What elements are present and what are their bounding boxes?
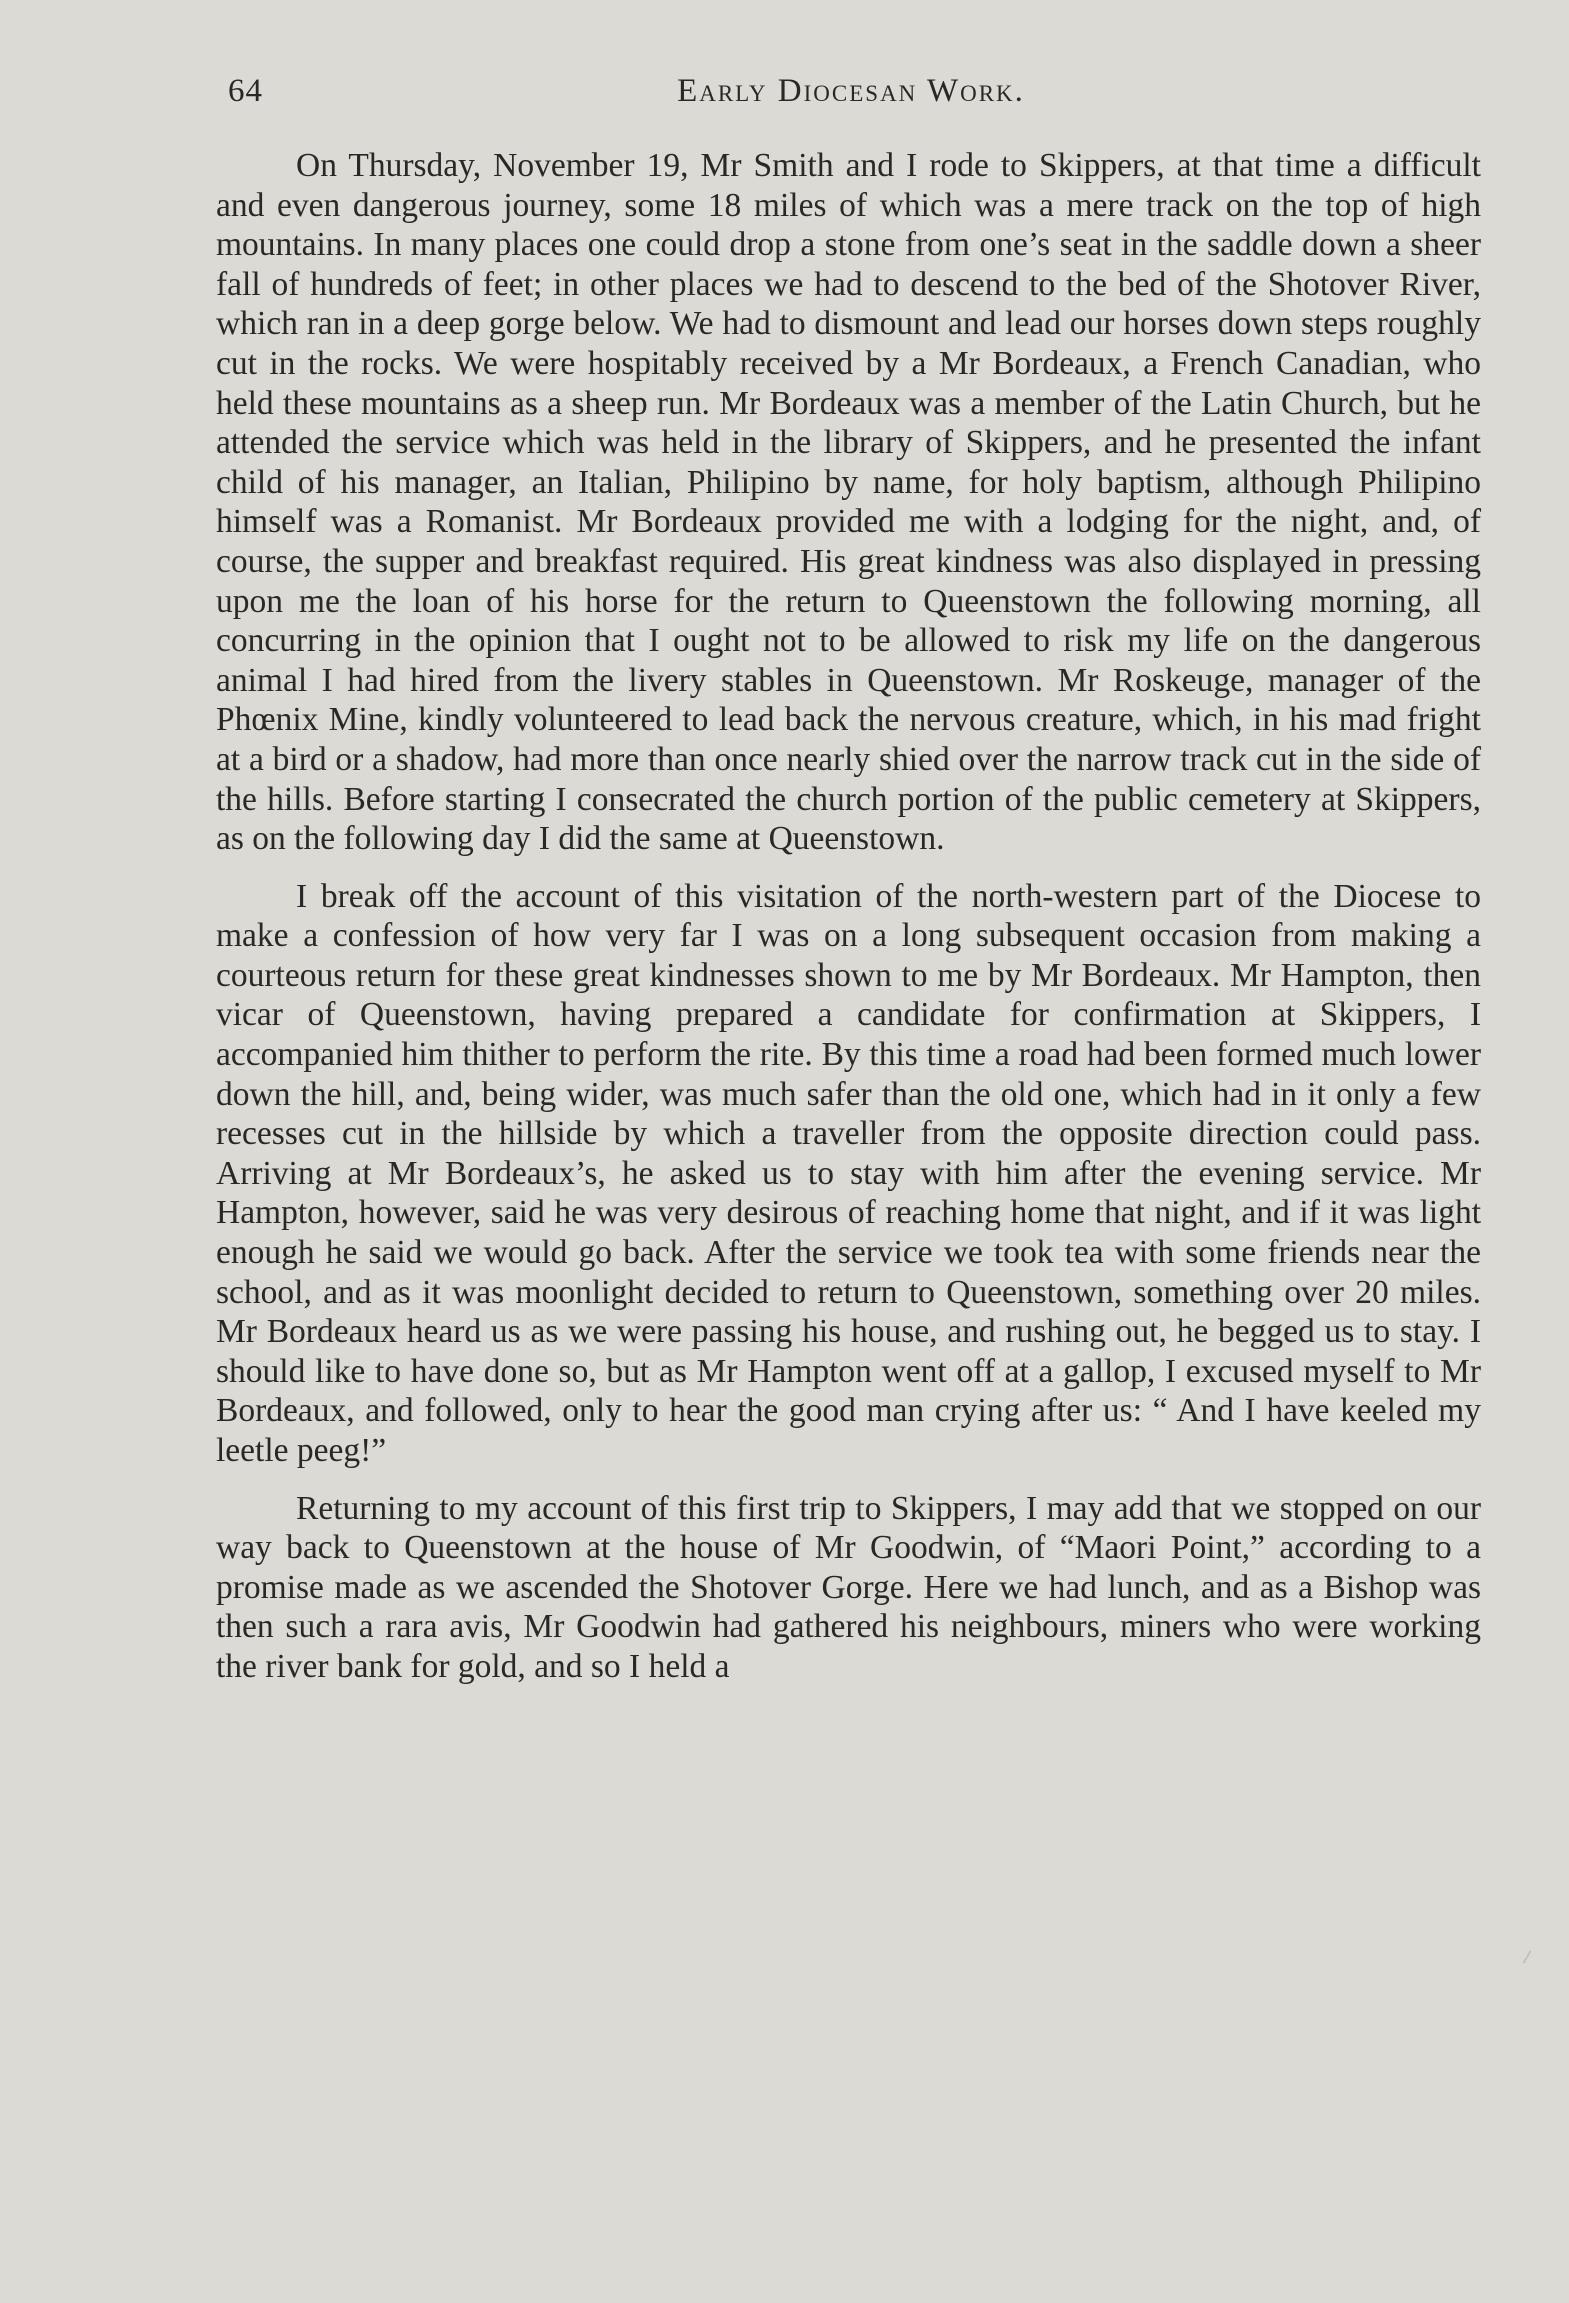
paragraph-maori-point: Returning to my account of this first trip to Skippers, I may add that we stopped on our way back to Queenstown at the house of Mr Goodwin, of “Maori Point,” according to a promise made as we ascended the Shotover Gorge. Here we had lunch, and as a Bishop was then such a rara avis, Mr Goodwin had gathered his neighbours, miners who were working the river bank for gold, and so I held a bbox=[216, 1489, 1481, 1685]
page-header bbox=[216, 68, 1486, 114]
margin-mark bbox=[1523, 1950, 1532, 1963]
body-text bbox=[216, 146, 1481, 1687]
paragraph-bordeaux-confession: I break off the account of this visitation of the north-western part of the Diocese to make a confession of how very far I was on a long subsequent occasion from making a courteous return for these great kindnesses shown to me by Mr Bordeaux. Mr Hampton, then vicar of Queenstown, having prepared a candidate for confirmation at Skippers, I accompanied him thither to perform the rite. By this time a road had been formed much lower down the hill, and, being wider, was much safer than the old one, which had in it only a few recesses cut in the hillside by which a traveller from the opposite direction could pass. Arriving at Mr Bordeaux’s, he asked us to stay with him after the evening service. Mr Hampton, however, said he was very desirous of reaching home that night, and if it was light enough he said we would go back. After the service we took tea with some friends near the school, and as it was moonlight decided to return to Queenstown, something over 20 miles. Mr Bordeaux heard us as we were passing his house, and rushing out, he begged us to stay. I should like to have done so, but as Mr Hampton went off at a gallop, I excused myself to Mr Bordeaux, and followed, only to hear the good man crying after us: “ And I have keeled my leetle peeg!” bbox=[216, 877, 1481, 1469]
running-head: Early Diocesan Work. bbox=[677, 73, 1025, 109]
paragraph-skippers-journey: On Thursday, November 19, Mr Smith and I rode to Skippers, at that time a difficult and even dangerous journey, some 18 miles of which was a mere track on the top of high mountains. In many places one could drop a stone from one’s seat in the saddle down a sheer fall of hundreds of feet; in other places we had to descend to the bed of the Shotover River, which ran in a deep gorge below. We had to dismount and lead our horses down steps roughly cut in the rocks. We were hospitably received by a Mr Bordeaux, a French Canadian, who held these mountains as a sheep run. Mr Bordeaux was a member of the Latin Church, but he attended the service which was held in the library of Skippers, and he presented the infant child of his manager, an Italian, Philipino by name, for holy baptism, although Philipino himself was a Romanist. Mr Bordeaux provided me with a lodging for the night, and, of course, the supper and breakfast required. His great kindness was also displayed in pressing upon me the loan of his horse for the return to Queenstown the following morning, all concurring in the opinion that I ought not to be allowed to risk my life on the dangerous animal I had hired from the livery stables in Queenstown. Mr Roskeuge, manager of the Phœnix Mine, kindly volunteered to lead back the nervous creature, which, in his mad fright at a bird or a shadow, had more than once nearly shied over the narrow track cut in the side of the hills. Before starting I consecrated the church portion of the public cemetery at Skippers, as on the following day I did the same at Queenstown. bbox=[216, 147, 1481, 858]
page-number: 64 bbox=[228, 73, 263, 109]
